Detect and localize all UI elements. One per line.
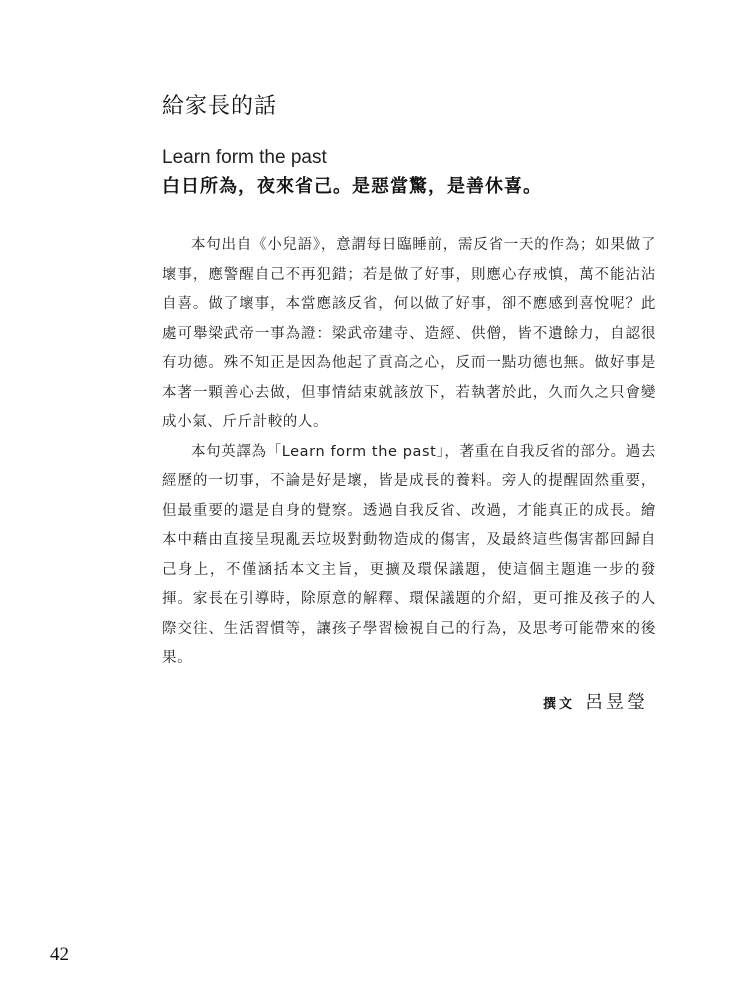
paragraph: 本句英譯為「Learn form the past」，著重在自我反省的部分。過去經歷的一切事，不論是好是壞，皆是成長的養料。旁人的提醒固然重要，但最重要的還是自身的覺察。透過自我反省、改過，才能真正的成長。繪本中藉由直接呈現亂丟垃圾對動物造成的傷害，及最終這些傷害都回歸自己身上，不僅涵括本文主旨，更擴及環保議題，使這個主題進一步的發揮。家長在引導時，除原意的解釋、環保議題的介紹，更可推及孩子的人際交往、生活習慣等，讓孩子學習檢視自己的行為，及思考可能帶來的後果。 (162, 443, 656, 666)
byline-author: 呂昱瑩 (585, 692, 648, 713)
byline (543, 688, 648, 714)
chinese-subtitle: 白日所為，夜來省己。是惡當驚，是善休喜。 (162, 176, 542, 197)
english-subtitle: Learn form the past (162, 147, 327, 168)
body-text (162, 231, 656, 674)
paragraph: 本句出自《小兒語》，意謂每日臨睡前，需反省一天的作為；如果做了壞事，應警醒自己不再犯錯；若是做了好事，則應心存戒慎，萬不能沾沾自喜。做了壞事，本當應該反省，何以做了好事，卻不應感到喜悅呢？此處可舉梁武帝一事為證：梁武帝建寺、造經、供僧，皆不遺餘力，自認很有功德。殊不知正是因為他起了貢高之心，反而一點功德也無。做好事是本著一顆善心去做，但事情結束就該放下，若執著於此，久而久之只會變成小氣、斤斤計較的人。 (162, 237, 656, 430)
page-title: 給家長的話 (162, 94, 278, 119)
page-number: 42 (50, 944, 69, 965)
byline-label: 撰文 (542, 697, 575, 712)
